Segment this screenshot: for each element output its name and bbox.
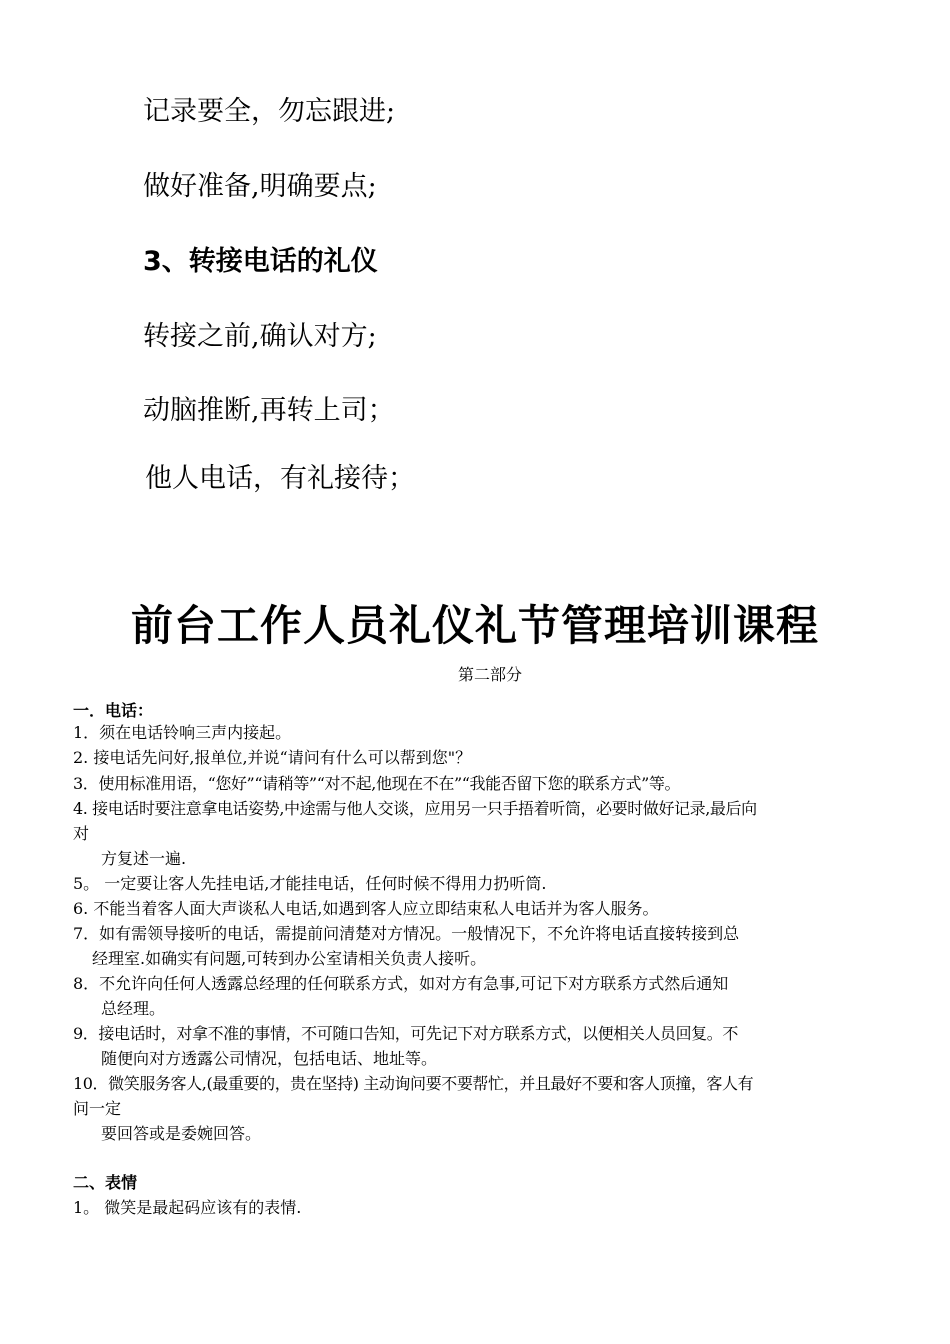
- part1-item: 随便向对方透露公司情况，包括电话、地址等。: [101, 1049, 438, 1068]
- part1-item: 1．须在电话铃响三声内接起。: [73, 723, 292, 742]
- top-line-1: 记录要全，勿忘跟进;: [143, 96, 396, 127]
- part1-item: 总经理。: [101, 999, 166, 1018]
- part1-item: 10．微笑服务客人,(最重要的，贵在坚持) 主动询问要不要帮忙，并且最好不要和客人顶撞，客人有: [73, 1074, 754, 1093]
- part1-item: 4. 接电话时要注意拿电话姿势,中途需与他人交谈，应用另一只手捂着听筒，必要时做好记录,最后向: [73, 799, 757, 818]
- part1-item: 2. 接电话先问好,报单位,并说“请问有什么可以帮到您"？: [73, 748, 472, 767]
- part1-item: 方复述一遍.: [101, 849, 187, 868]
- part1-item: 8．不允许向任何人透露总经理的任何联系方式，如对方有急事,可记下对方联系方式然后通知: [73, 974, 729, 993]
- part1-item: 6. 不能当着客人面大声谈私人电话,如遇到客人应立即结束私人电话并为客人服务。: [73, 899, 659, 918]
- part1-item: 要回答或是委婉回答。: [101, 1124, 262, 1143]
- part1-item: 问一定: [73, 1099, 122, 1118]
- part1-item: 3．使用标准用语，“您好”“请稍等”“对不起,他现在不在”“我能否留下您的联系方式”等。: [73, 774, 681, 793]
- section3-line-2: 动脑推断,再转上司；: [143, 395, 395, 426]
- section3-line-3: 他人电话，有礼接待；: [145, 463, 415, 494]
- section3-line-1: 转接之前,确认对方;: [143, 321, 377, 352]
- part1-item: 7．如有需领导接听的电话，需提前问清楚对方情况。一般情况下，不允许将电话直接转接到总: [73, 924, 740, 943]
- document-subtitle: 第二部分: [457, 665, 522, 684]
- section3-heading: 3、转接电话的礼仪: [143, 246, 378, 277]
- part1-item: 9．接电话时，对拿不准的事情，不可随口告知，可先记下对方联系方式，以便相关人员回复。不: [73, 1024, 738, 1043]
- top-line-2: 做好准备,明确要点;: [143, 171, 377, 202]
- part1-item: 经理室.如确实有问题,可转到办公室请相关负责人接听。: [92, 949, 487, 968]
- part1-item: 5。 一定要让客人先挂电话,才能挂电话，任何时候不得用力扔听筒.: [73, 874, 547, 893]
- part2-heading: 二、表情: [73, 1173, 138, 1192]
- document-title: 前台工作人员礼仪礼节管理培训课程: [130, 601, 819, 650]
- part2-item: 1。 微笑是最起码应该有的表情.: [73, 1198, 302, 1217]
- part1-heading: 一．电话：: [73, 701, 154, 720]
- part1-item: 对: [73, 824, 90, 843]
